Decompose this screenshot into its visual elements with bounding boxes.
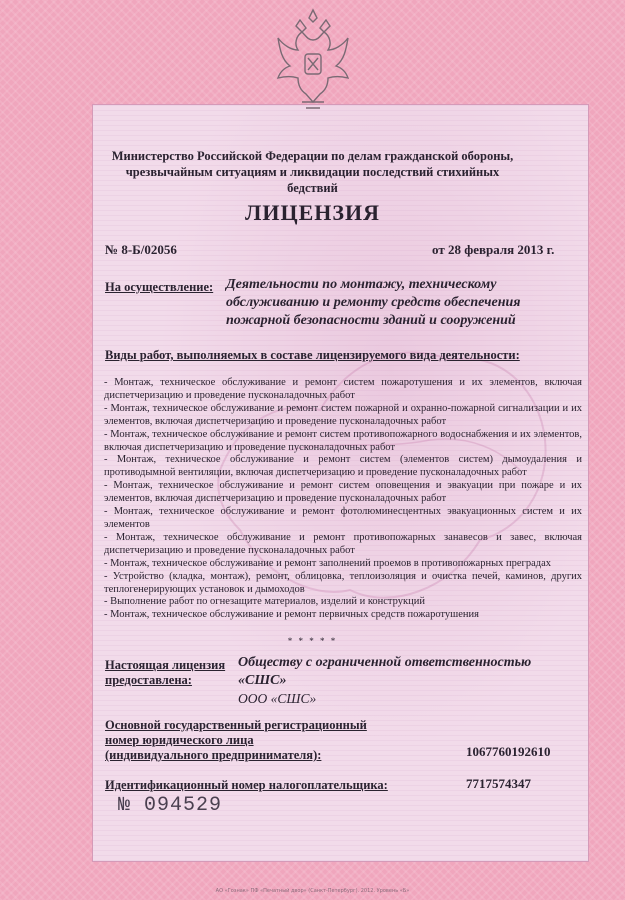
license-number: № 8-Б/02056 xyxy=(105,242,177,257)
ogrn-label-line3: (индивидуального предпринимателя): xyxy=(105,748,322,762)
licensee-label-line2: предоставлена: xyxy=(105,673,192,687)
works-item: - Монтаж, техническое обслуживание и ремонт фотолюминесцентных эвакуационных систем и их элементов xyxy=(104,506,582,530)
ogrn-label xyxy=(105,718,395,763)
works-item: - Монтаж, техническое обслуживание и ремонт систем пожарной и охранно-пожарной сигнализации и их элементов, включая диспетчеризацию и проведение пусконаладочных работ xyxy=(104,402,582,427)
works-item: - Монтаж, техническое обслуживание и ремонт первичных средств пожаротушения xyxy=(104,609,479,621)
ministry-header: Министерство Российской Федерации по делам гражданской обороны, чрезвычайным ситуациям и ликвидации последствий стихийных бедствий xyxy=(111,149,514,195)
works-list xyxy=(104,377,582,622)
ogrn-label-line2: номер юридического лица xyxy=(105,733,254,747)
section-separator: * * * * * xyxy=(287,636,338,646)
activity-description: Деятельности по монтажу, техническому обслуживанию и ремонту средств обеспечения пожарной безопасности зданий и сооружений xyxy=(226,277,521,328)
licensee-short-name: ООО «СШС» xyxy=(238,691,317,706)
inn-value: 7717574347 xyxy=(466,776,531,791)
works-item: - Монтаж, техническое обслуживание и ремонт систем противопожарного водоснабжения и их элементов, включая диспетчеризацию и проведение пусконаладочных работ xyxy=(104,428,582,453)
works-item: - Устройство (кладка, монтаж), ремонт, облицовка, теплоизоляция и очистка печей, каминов, других теплогенерирующих установок и дымоходов xyxy=(104,570,582,595)
works-item: - Монтаж, техническое обслуживание и ремонт систем (элементов систем) дымоудаления и противодымной вентиляции, включая диспетчеризацию и проведение пусконаладочных работ xyxy=(104,454,582,479)
licensee-name: Обществу с ограниченной ответственностью «СШС» xyxy=(238,655,532,688)
licensee-label-line1: Настоящая лицензия xyxy=(105,658,226,672)
works-item: - Монтаж, техническое обслуживание и ремонт противопожарных занавесов и завес, включая диспетчеризацию и проведение пусконаладочных работ xyxy=(104,531,582,556)
ogrn-value: 1067760192610 xyxy=(466,744,551,759)
works-item: - Монтаж, техническое обслуживание и ремонт систем оповещения и эвакуации при пожаре и их элементов, включая диспетчеризацию и проведение пусконаладочных работ xyxy=(104,480,582,505)
license-date: от 28 февраля 2013 г. xyxy=(432,242,555,257)
coat-of-arms-emblem xyxy=(272,6,354,114)
printer-footer: АО «Гознак» ПФ «Печатный двор» (Санкт-Петербург). 2012. Уровень «Б» xyxy=(215,888,410,894)
licensee-label xyxy=(105,658,225,688)
form-serial-number: № 094529 xyxy=(118,794,223,817)
works-item: - Монтаж, техническое обслуживание и ремонт систем пожаротушения и их элементов, включая диспетчеризацию и проведение пусконаладочных работ xyxy=(104,377,582,401)
works-item: - Выполнение работ по огнезащите материалов, изделий и конструкций xyxy=(104,596,425,608)
inn-label: Идентификационный номер налогоплательщика: xyxy=(105,778,388,792)
works-heading: Виды работ, выполняемых в составе лицензируемого вида деятельности: xyxy=(105,348,520,362)
activity-label: На осуществление: xyxy=(105,280,214,294)
ogrn-label-line1: Основной государственный регистрационный xyxy=(105,718,367,732)
document-title: ЛИЦЕНЗИЯ xyxy=(244,200,380,225)
works-item: - Монтаж, техническое обслуживание и ремонт заполнений проемов в противопожарных преградах xyxy=(104,557,552,569)
